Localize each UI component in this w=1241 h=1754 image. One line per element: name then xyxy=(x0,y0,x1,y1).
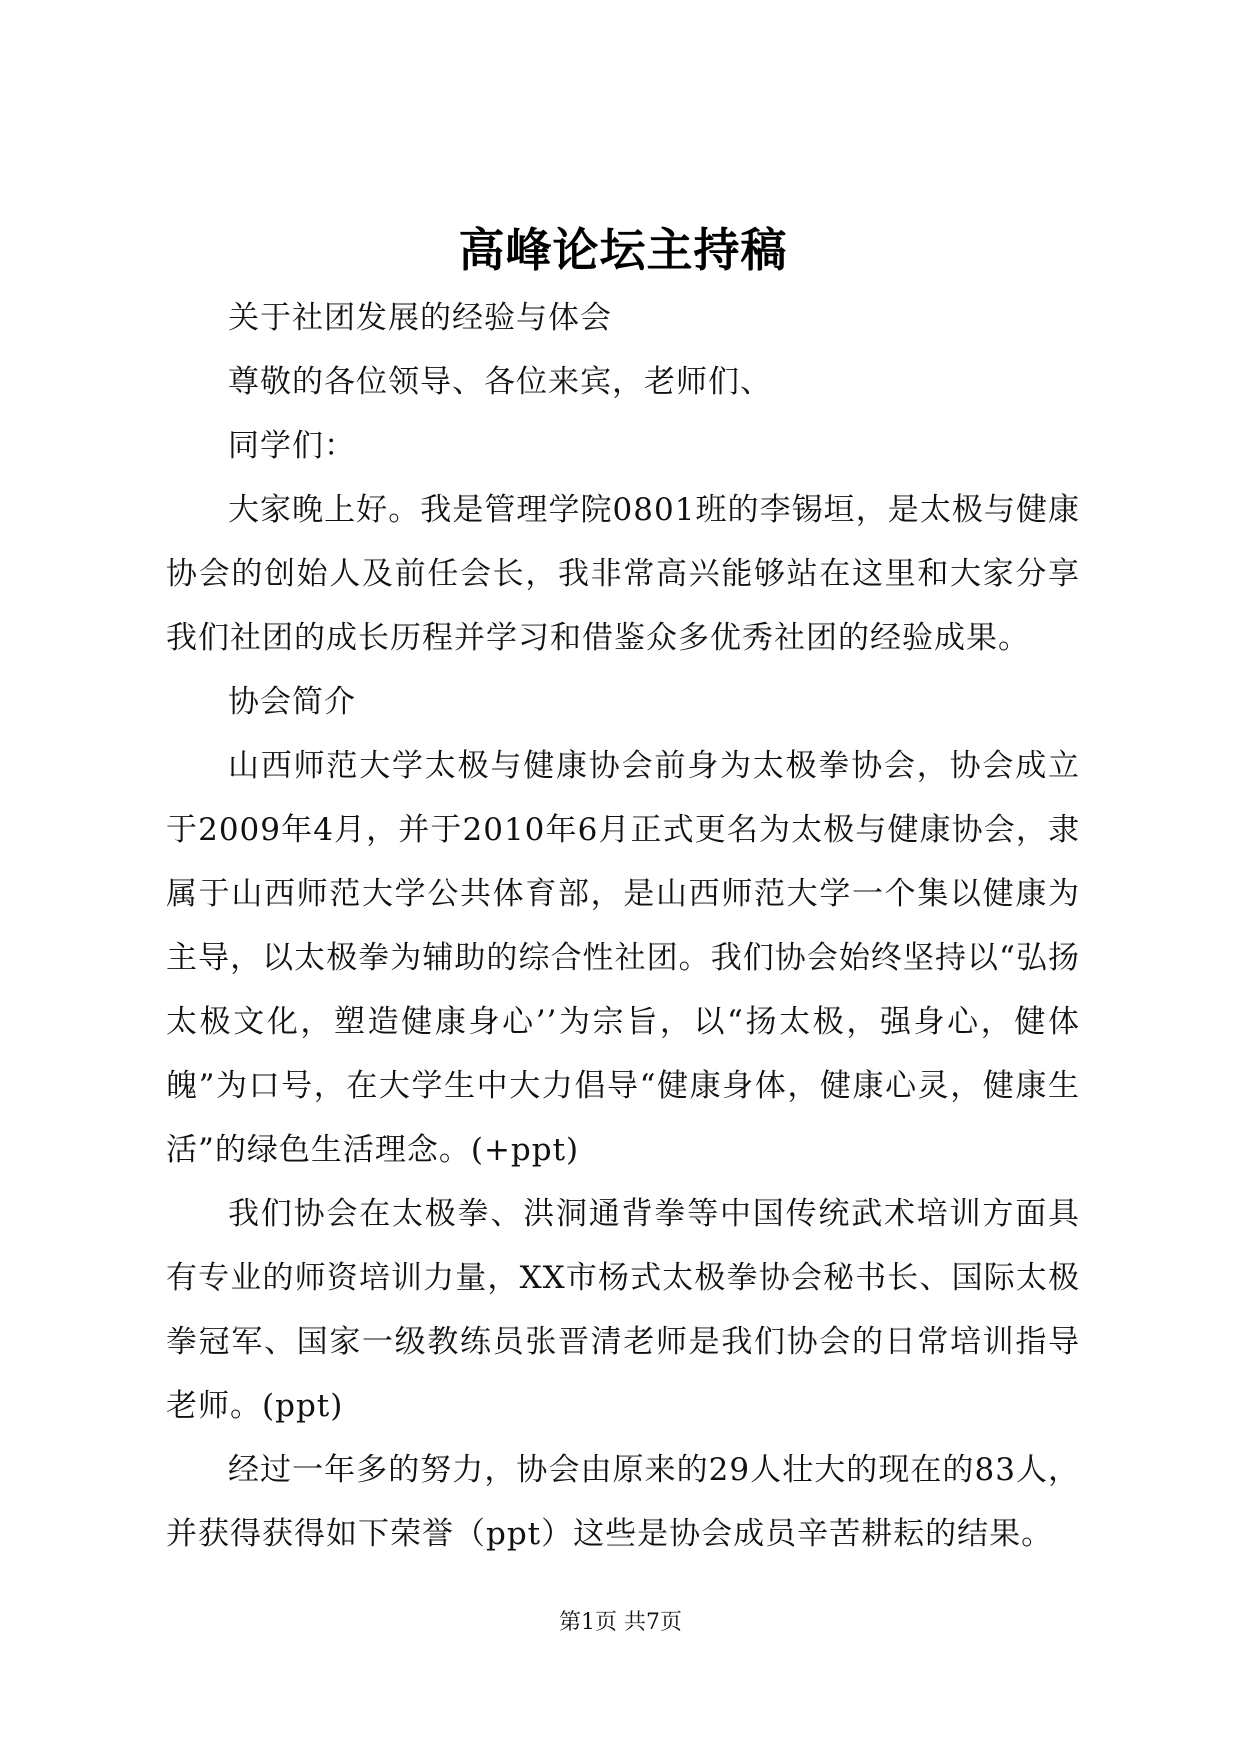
document-body xyxy=(166,222,1080,1566)
page-number-footer: 第1页 共7页 xyxy=(559,1610,682,1635)
growth-paragraph: 经过一年多的努力，协会由原来的29人壮大的现在的83人，并获得获得如下荣誉（ppt）这些是协会成员辛苦耕耘的结果。 xyxy=(166,1452,1080,1552)
intro-paragraph: 山西师范大学太极与健康协会前身为太极拳协会，协会成立于2009年4月，并于2010年6月正式更名为太极与健康协会，隶属于山西师范大学公共体育部，是山西师范大学一个集以健康为主导，以太极拳为辅助的综合性社团。我们协会始终坚持以“弘扬太极文化，塑造健康身心’’为宗旨，以“扬太极，强身心，健体魄”为口号，在大学生中大力倡导“健康身体，健康心灵，健康生活”的绿色生活理念。(+ppt) xyxy=(166,748,1080,1168)
salutation-line-2: 同学们： xyxy=(228,428,356,464)
section-heading-intro: 协会简介 xyxy=(228,684,356,720)
training-paragraph: 我们协会在太极拳、洪洞通背拳等中国传统武术培训方面具有专业的师资培训力量，XX市杨式太极拳协会秘书长、国际太极拳冠军、国家一级教练员张晋清老师是我们协会的日常培训指导老师。(ppt) xyxy=(166,1196,1080,1424)
document-title: 高峰论坛主持稿 xyxy=(458,223,788,277)
subtitle-line: 关于社团发展的经验与体会 xyxy=(228,300,612,336)
greeting-paragraph: 大家晚上好。我是管理学院0801班的李锡垣，是太极与健康协会的创始人及前任会长，我非常高兴能够站在这里和大家分享我们社团的成长历程并学习和借鉴众多优秀社团的经验成果。 xyxy=(166,492,1080,656)
salutation-line-1: 尊敬的各位领导、各位来宾，老师们、 xyxy=(228,364,772,400)
